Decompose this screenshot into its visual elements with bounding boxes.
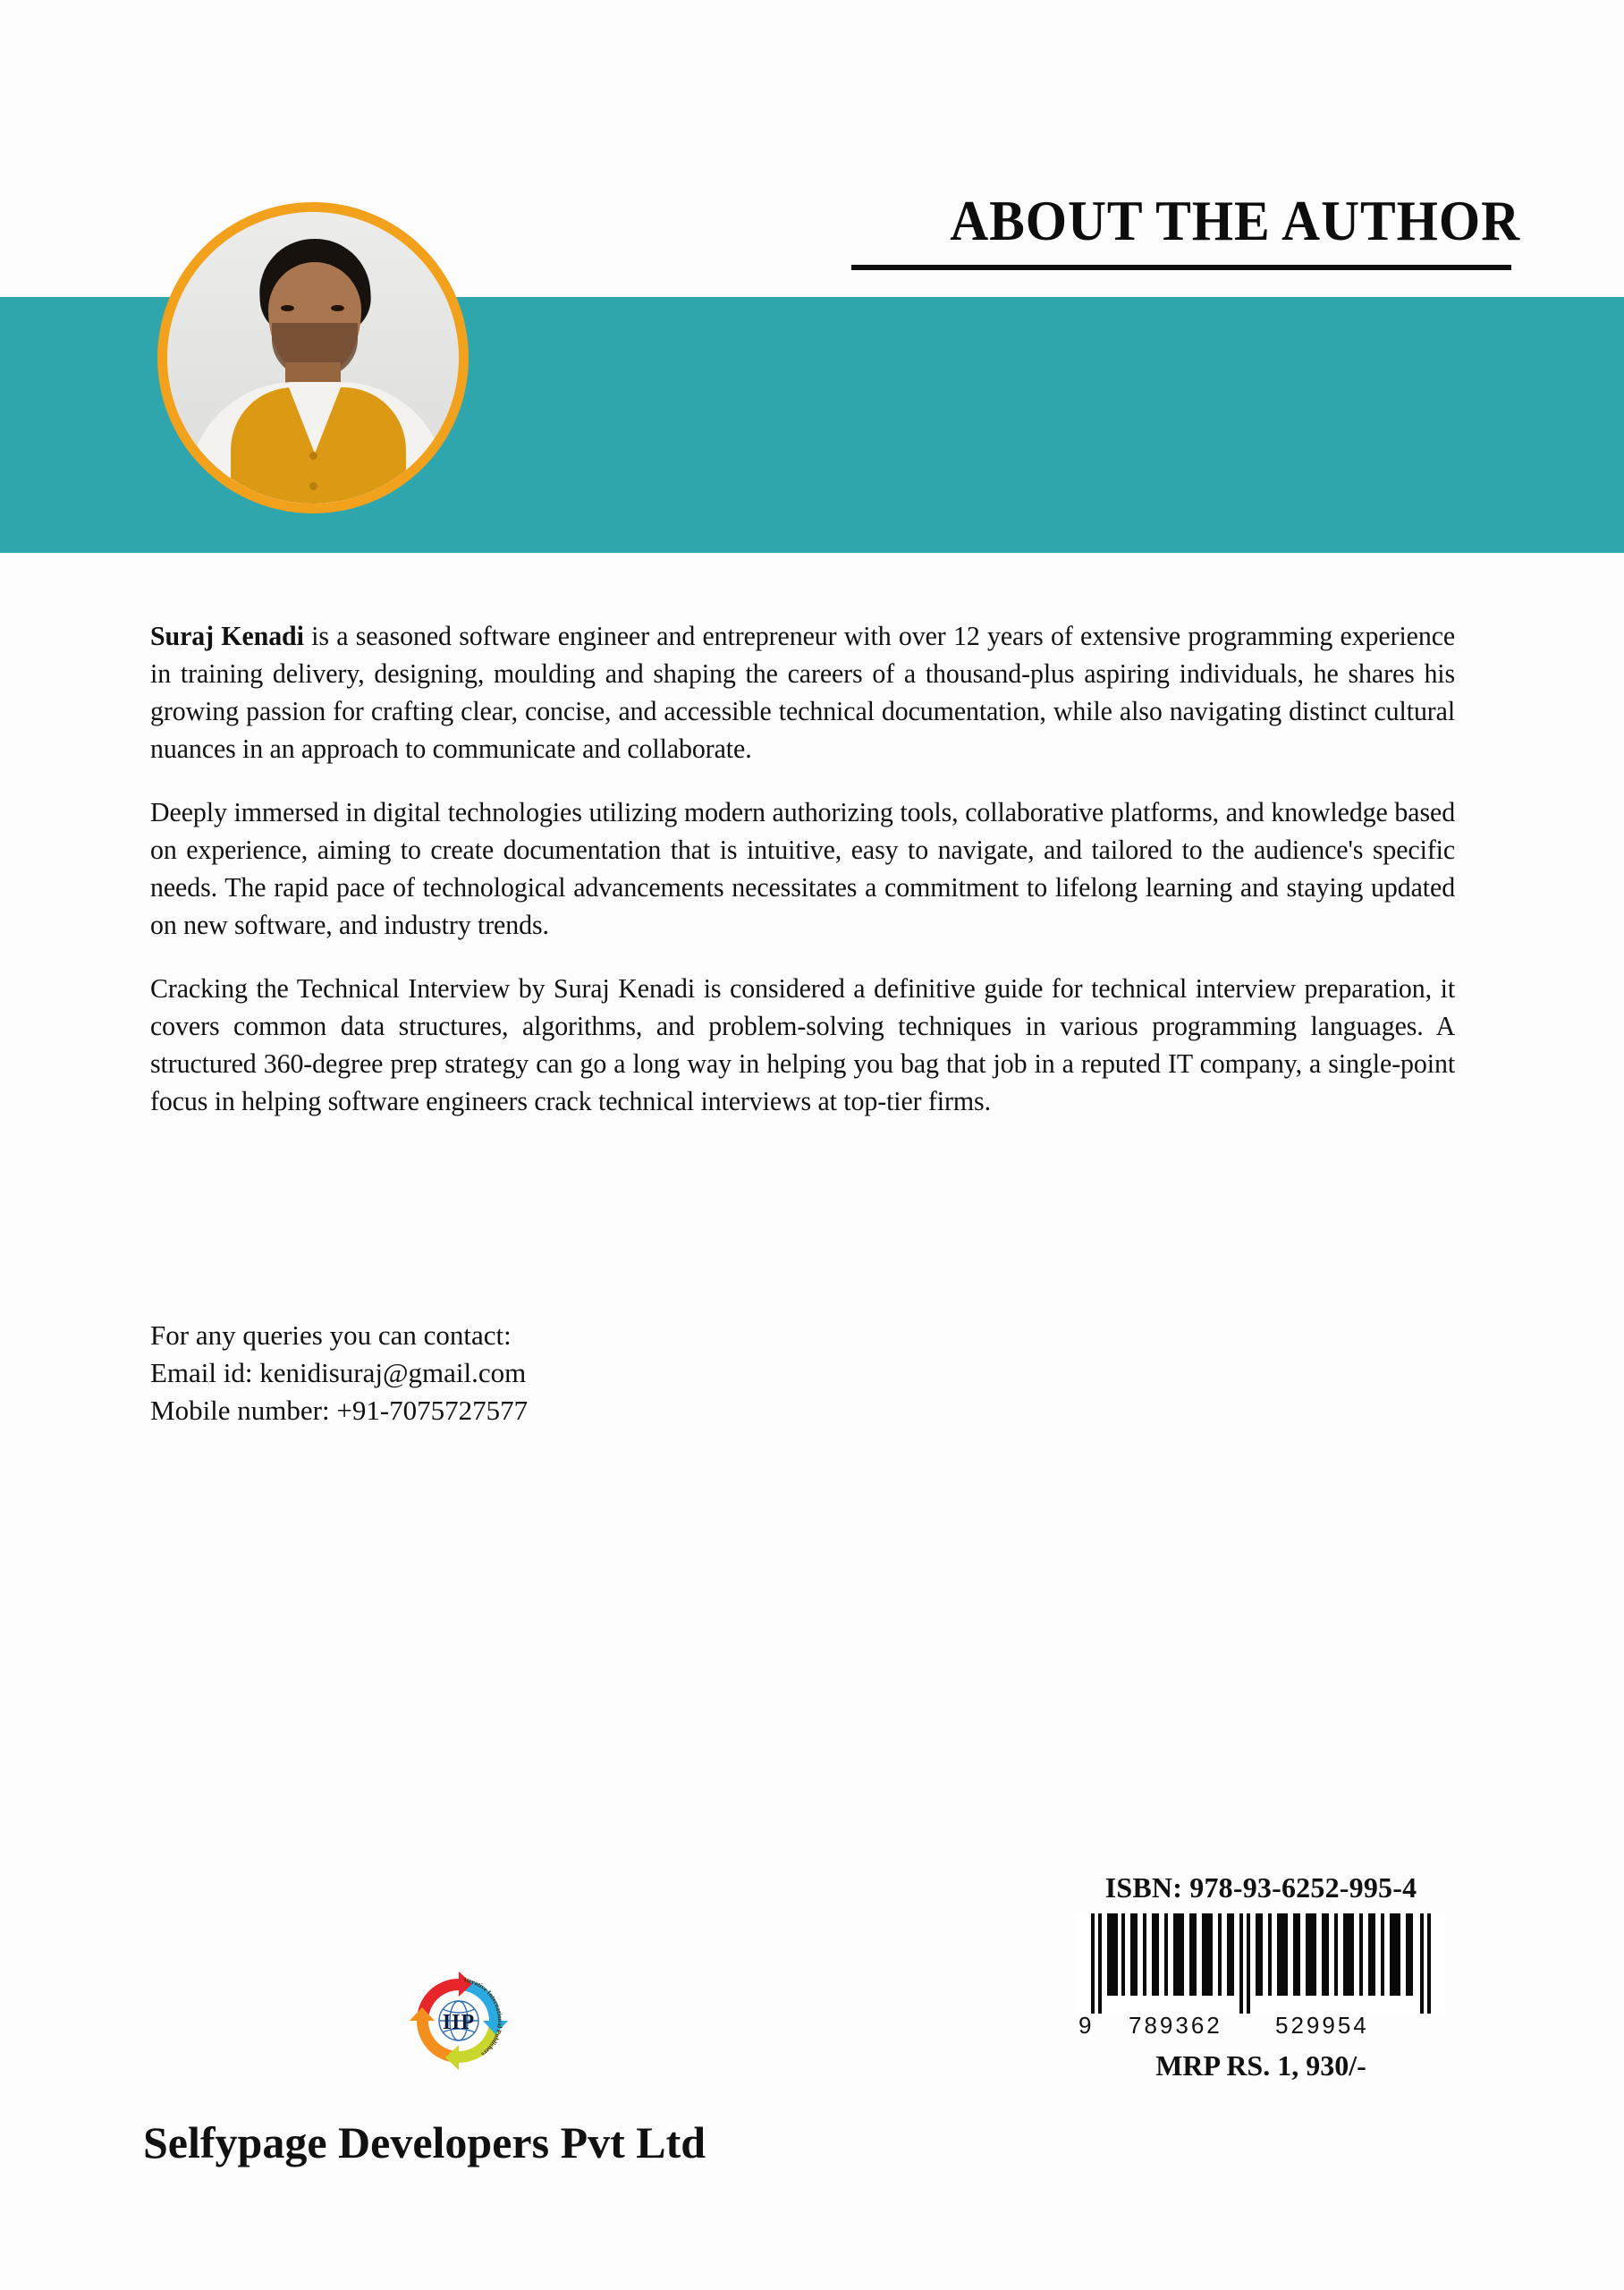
svg-text:Iterative International Publis: Iterative International Publishers [463,1975,504,2059]
svg-text:IIP: IIP [442,2011,476,2034]
portrait-eye-right [331,305,344,311]
page-title: ABOUT THE AUTHOR [950,189,1520,252]
page-title-wrapper [841,189,1520,252]
mrp-price: MRP RS. 1, 930/- [1155,2049,1366,2082]
bio-paragraph-3: Cracking the Technical Interview by Suraj Kenadi is considered a definitive guide for technical interview preparation, it covers common data structures, algorithms, and problem-solving techniques in various programming languages. A structured 360-degree prep strategy can go a long way in helping you bag that job in a reputed IT company, a single-point focus in helping software engineers crack technical interviews at top-tier firms. [150,972,1456,1116]
contact-mobile: Mobile number: +91-7075727577 [150,1395,529,1426]
barcode-digit-group-1: 789362 [1129,2012,1222,2039]
bio-paragraph-2: Deeply immersed in digital technologies utilizing modern authorizing tools, collaborative platforms, and knowledge based on experience, aiming to create documentation that is intuitive, easy to navigate, and tailored to the audience's specific needs. The rapid pace of technological advancements necessitates a commitment to lifelong learning and staying updated on new software, and industry trends. [150,796,1456,940]
page-title-underline [851,265,1511,270]
isbn-block [1064,1871,1458,2082]
portrait-vest-button [309,482,317,490]
contact-intro: For any queries you can contact: [150,1319,512,1351]
contact-email: Email id: kenidisuraj@gmail.com [150,1357,527,1388]
barcode-digit-group-0: 9 [1078,2012,1095,2039]
portrait-eye-left [281,305,294,311]
bio-paragraph-1 [150,617,1455,768]
publisher-name: Selfypage Developers Pvt Ltd [143,2117,706,2167]
barcode-image [1077,1913,1445,2014]
barcode-digit-group-2: 529954 [1275,2012,1369,2039]
contact-block [150,1317,528,1429]
bio-paragraph-1-text: is a seasoned software engineer and entrepreneur with over 12 years of extensive programming experience in training delivery, designing, moulding and shaping the careers of a thousand-plus aspiring individuals, he shares his growing passion for crafting clear, concise, and accessible technical documentation, while also navigating distinct cultural nuances in an approach to communicate and collaborate. [150,620,1456,764]
author-bio [150,617,1502,1120]
publisher-logo-icon [404,1966,513,2075]
portrait-vest-button [309,452,317,460]
author-photo [157,202,469,513]
author-photo-image [167,212,459,504]
barcode-digits [1077,2012,1445,2039]
isbn-number: ISBN: 978-93-6252-995-4 [1104,1871,1417,1904]
author-name: Suraj Kenadi [150,620,304,651]
